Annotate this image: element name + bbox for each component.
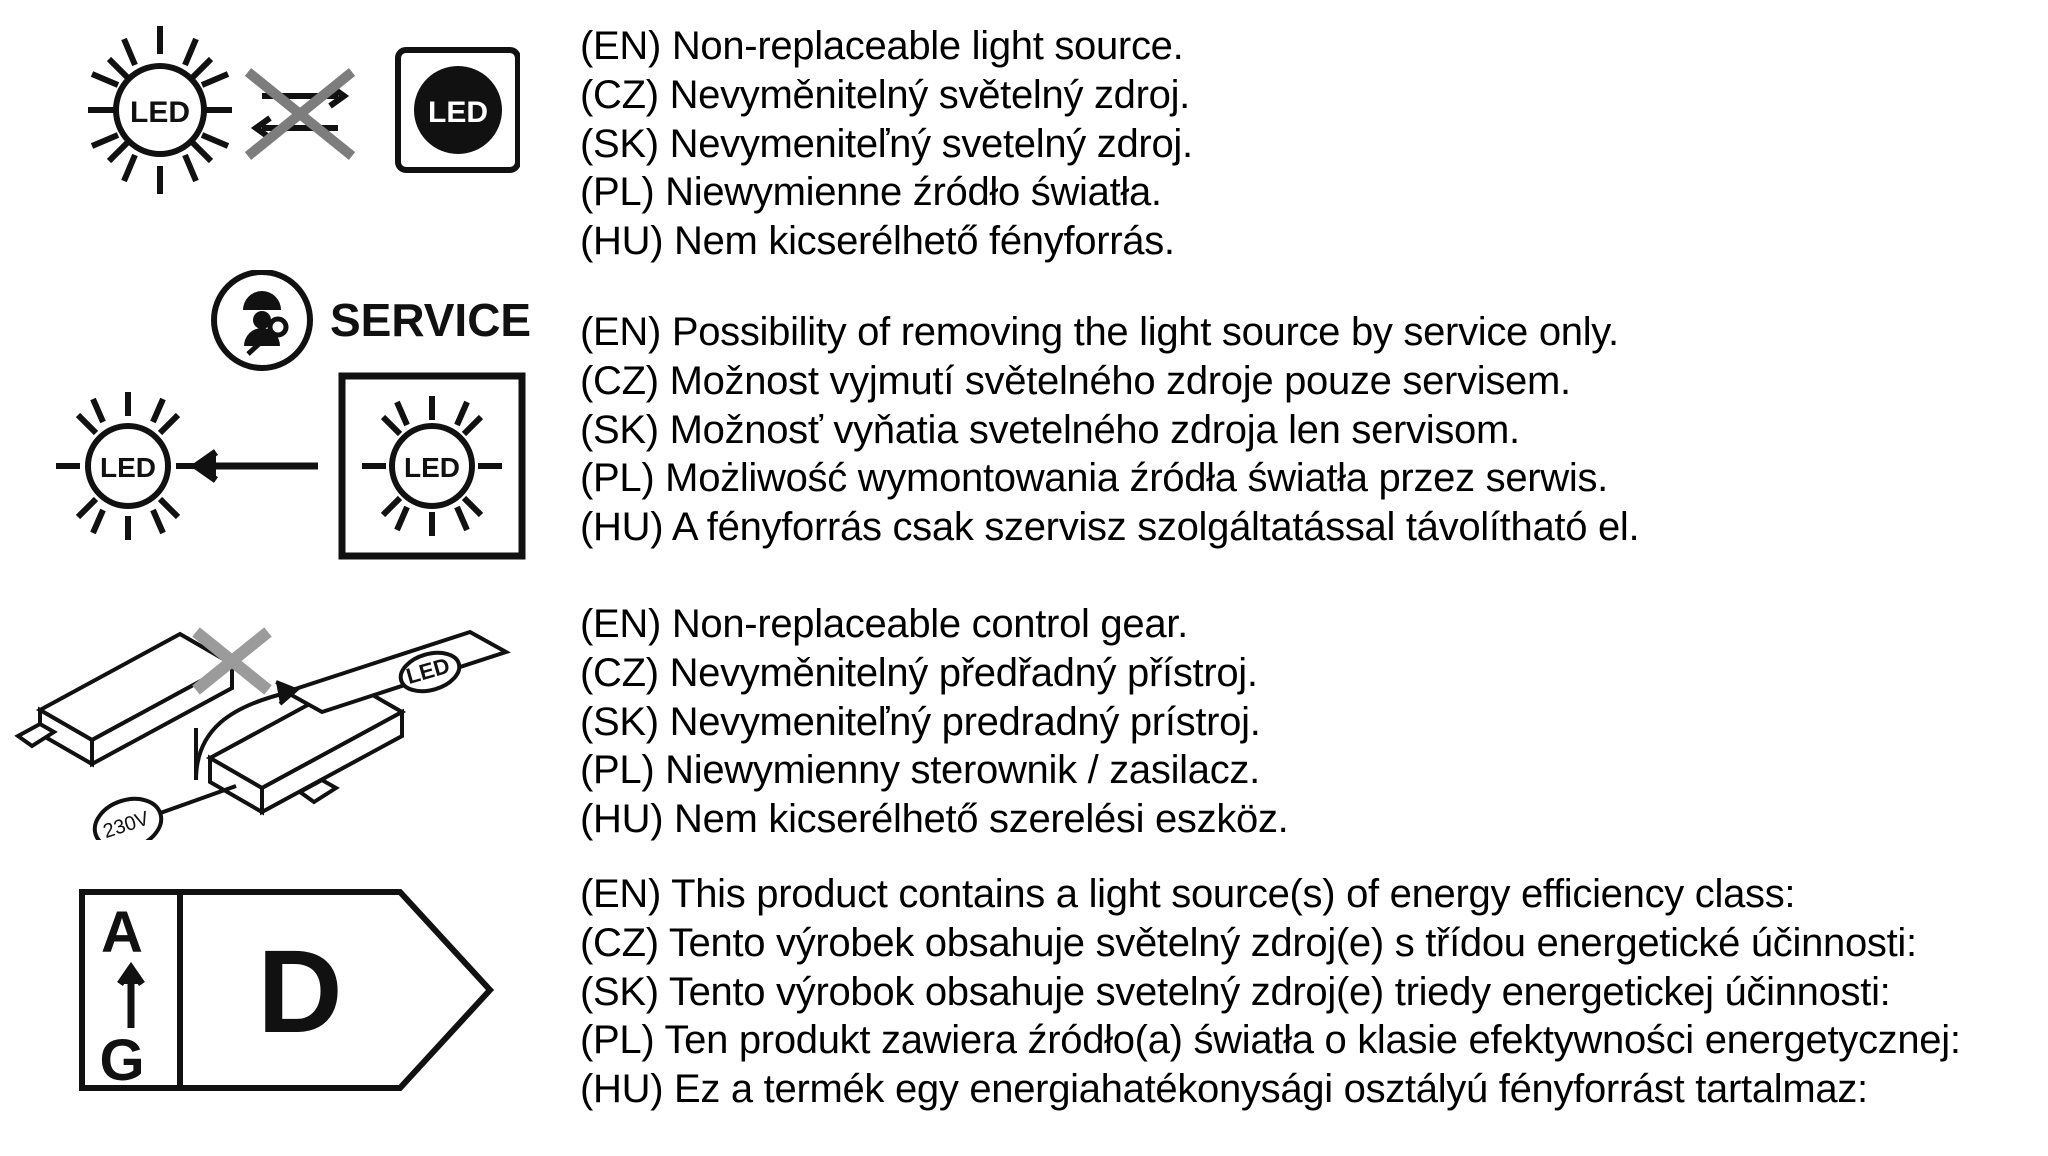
energy-label-icon — [0, 880, 580, 1100]
section-service-only-removal — [0, 270, 1639, 560]
legend-line: (HU) Ez a termék egy energiahatékonysági osztályú fényforrást tartalmaz: — [580, 1067, 1868, 1112]
legend-line: (SK) Možnosť vyňatia svetelného zdroja len servisom. — [580, 407, 1520, 452]
section-non-replaceable-control-gear — [0, 602, 1289, 844]
service-word: SERVICE — [330, 294, 532, 346]
pictogram-energy-efficiency-class — [0, 880, 580, 1100]
energy-class-value: D — [257, 926, 343, 1058]
legend-line: (HU) Nem kicserélhető fényforrás. — [580, 219, 1175, 264]
legend-line: (EN) Non-replaceable control gear. — [580, 602, 1188, 646]
text-block-energy-efficiency-class — [580, 870, 1961, 1114]
legend-line: (EN) Non-replaceable light source. — [580, 24, 1184, 68]
led-label-boxed: LED — [428, 96, 488, 129]
legend-line: (HU) Nem kicserélhető szerelési eszköz. — [580, 797, 1289, 842]
legend-line: (EN) Possibility of removing the light source by service only. — [580, 310, 1619, 354]
section-energy-efficiency-class — [0, 872, 1961, 1114]
legend-line: (PL) Niewymienny sterownik / zasilacz. — [580, 748, 1260, 793]
legend-line: (CZ) Možnost vyjmutí světelného zdroje pouze servisem. — [580, 358, 1571, 403]
legend-line: (SK) Tento výrobok obsahuje svetelný zdroj(e) triedy energetickej účinnosti: — [580, 969, 1891, 1014]
text-block-non-replaceable-control-gear — [580, 600, 1289, 844]
text-block-service-only-removal — [580, 308, 1639, 552]
control-gear-icon — [0, 610, 580, 840]
legend-line: (CZ) Nevyměnitelný předřadný přístroj. — [580, 650, 1258, 695]
legend-line: (HU) A fényforrás csak szervisz szolgáltatással távolítható el. — [580, 505, 1640, 550]
legend-line: (EN) This product contains a light source(s) of energy efficiency class: — [580, 872, 1796, 916]
legend-line: (SK) Nevymeniteľný svetelný zdroj. — [580, 121, 1193, 166]
energy-scale-top: A — [101, 900, 143, 965]
section-non-replaceable-light-source — [0, 10, 1193, 266]
service-only-removal-icon — [0, 270, 580, 560]
voltage-label: 230V — [100, 807, 152, 840]
non-replaceable-light-source-icon — [0, 10, 520, 210]
led-label: LED — [130, 96, 190, 129]
pictogram-service-only-removal — [0, 270, 580, 560]
legend-line: (PL) Ten produkt zawiera źródło(a) światła o klasie efektywności energetycznej: — [580, 1018, 1961, 1063]
led-label-left: LED — [100, 452, 156, 483]
legend-line: (SK) Nevymeniteľný predradný prístroj. — [580, 699, 1261, 744]
pictogram-non-replaceable-control-gear — [0, 610, 580, 840]
legend-line: (PL) Możliwość wymontowania źródła światła przez serwis. — [580, 456, 1608, 501]
legend-line: (PL) Niewymienne źródło światła. — [580, 170, 1162, 215]
text-block-non-replaceable-light-source — [580, 22, 1193, 266]
energy-scale-bottom: G — [99, 1028, 145, 1093]
legend-line: (CZ) Nevyměnitelný světelný zdroj. — [580, 72, 1190, 117]
led-label: LED — [403, 652, 453, 689]
led-label-right: LED — [404, 452, 460, 483]
legend-line: (CZ) Tento výrobek obsahuje světelný zdroj(e) s třídou energetické účinnosti: — [580, 920, 1917, 965]
pictogram-non-replaceable-light-source — [0, 10, 520, 210]
